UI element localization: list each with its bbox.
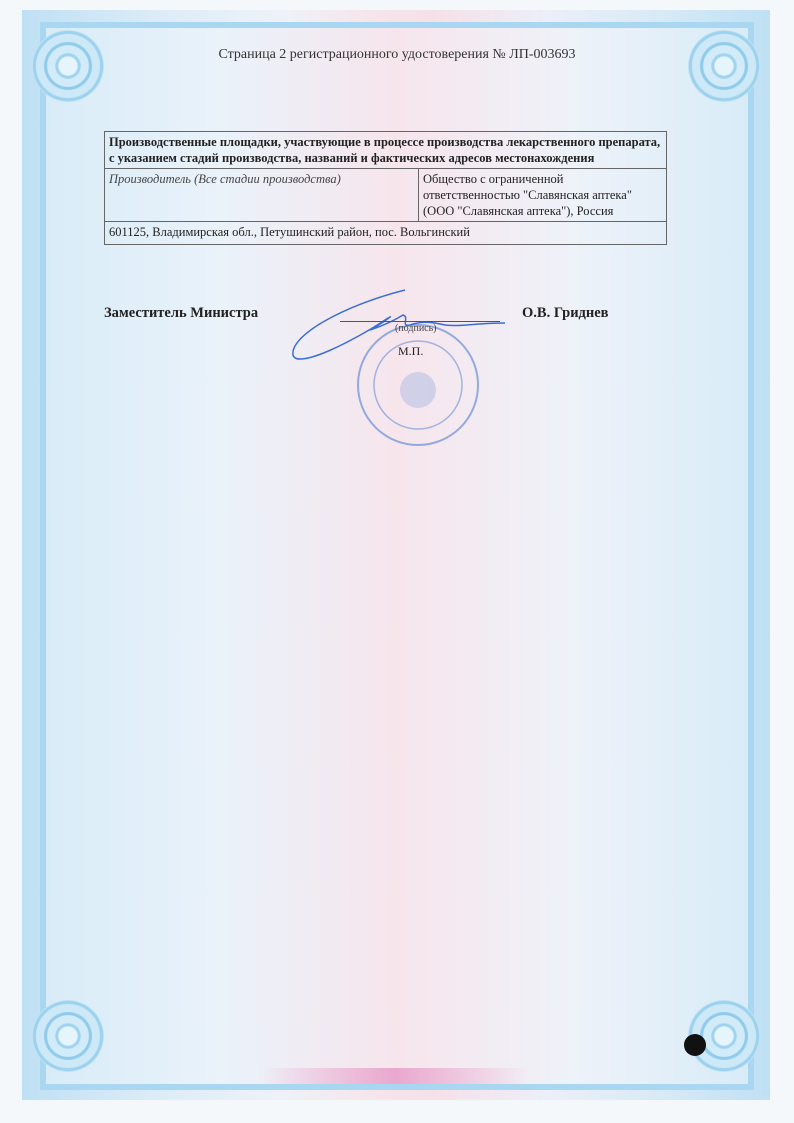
- punch-hole: [684, 1034, 706, 1056]
- table-row: [105, 169, 667, 222]
- signatory-name: О.В. Гриднев: [522, 305, 609, 321]
- table-header: Производственные площадки, участвующие в процессе производства лекарственного препарата, с указанием стадий производства, названий и фактических адресов местонахождения: [105, 132, 667, 169]
- site-address: 601125, Владимирская обл., Петушинский район, пос. Вольгинский: [105, 222, 667, 245]
- signature-line: [340, 321, 500, 322]
- manufacturer-organization: Общество с ограниченной ответственностью "Славянская аптека" (ООО "Славянская аптека"), Россия: [419, 169, 667, 222]
- page-title: Страница 2 регистрационного удостоверения № ЛП-003693: [218, 47, 576, 62]
- seal-mark: М.П.: [398, 344, 424, 358]
- decorative-band: [260, 1068, 530, 1084]
- corner-rosette-icon: [32, 1000, 104, 1072]
- production-sites-table: [104, 131, 667, 245]
- corner-rosette-icon: [688, 30, 760, 102]
- signature-caption: (подпись): [395, 323, 437, 334]
- signatory-position: Заместитель Министра: [104, 305, 259, 321]
- corner-rosette-icon: [32, 30, 104, 102]
- manufacturer-role: Производитель (Все стадии производства): [105, 169, 419, 222]
